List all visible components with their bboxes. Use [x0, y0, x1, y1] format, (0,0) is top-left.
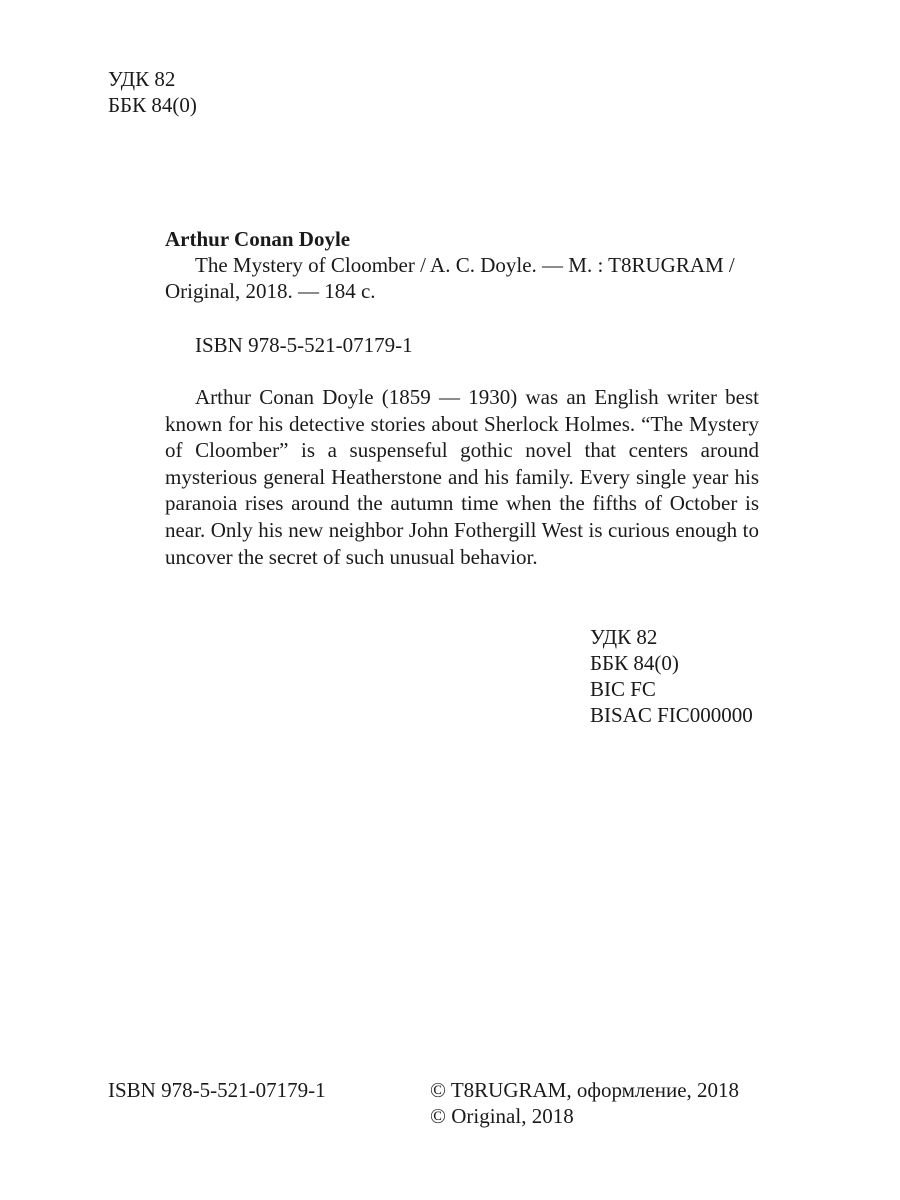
bbk-code-right: ББК 84(0): [590, 651, 679, 675]
title-statement: The Mystery of Cloomber / A. C. Doyle. — M. : T8RUGRAM /: [195, 253, 735, 277]
isbn-text: ISBN 978-5-521-07179-1: [195, 333, 413, 357]
author-heading: Arthur Conan Doyle: [165, 227, 351, 251]
bottom-isbn-text: ISBN 978-5-521-07179-1: [108, 1078, 326, 1102]
top-classification: [108, 66, 197, 118]
catalog-entry: [165, 226, 759, 304]
annotation-paragraph: Arthur Conan Doyle (1859 — 1930) was an English writer best known for his detective stories about Sherlock Holmes. “The Mystery of Cloomber” is a suspenseful gothic novel that centers around mysterious general Heatherstone and his family. Every single year his paranoia rises around the autumn time when the fifths of October is near. Only his new neighbor John Fothergill West is curious enough to uncover the secret of such unusual behavior.: [165, 385, 759, 569]
bisac-code: BISAC FIC000000: [590, 703, 753, 727]
bic-code: BIC FC: [590, 677, 656, 701]
copyright-notice: [430, 1077, 739, 1129]
copyright-original: © Original, 2018: [430, 1104, 574, 1128]
bbk-code: ББК 84(0): [108, 93, 197, 117]
right-classification: [590, 624, 753, 728]
udk-code-right: УДК 82: [590, 625, 658, 649]
copyright-design: © T8RUGRAM, оформление, 2018: [430, 1078, 740, 1102]
isbn-entry: [195, 332, 413, 358]
publication-details: Original, 2018. — 184 с.: [165, 279, 376, 303]
bottom-isbn: [108, 1077, 326, 1103]
udk-code: УДК 82: [108, 67, 176, 91]
